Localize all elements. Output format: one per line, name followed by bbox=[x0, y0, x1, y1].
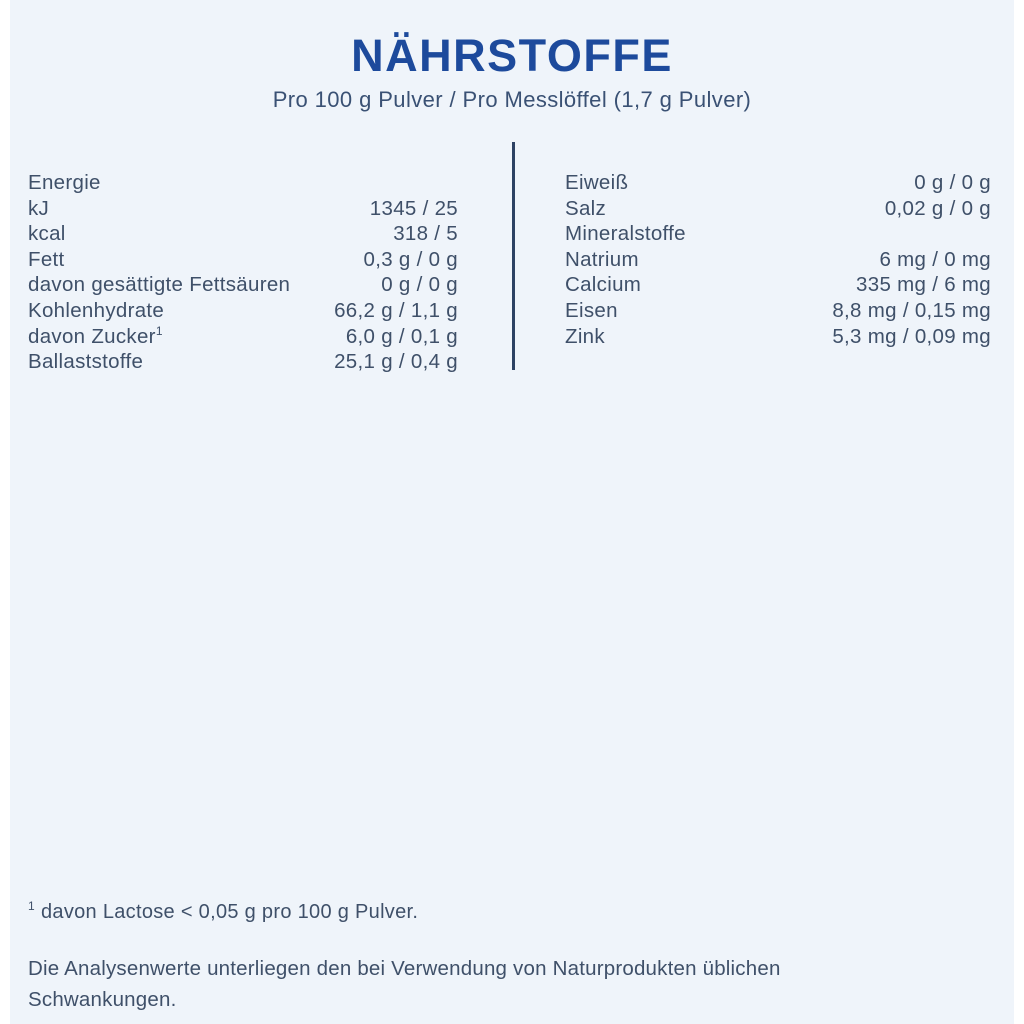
table-row bbox=[565, 170, 991, 196]
nutrient-label: Ballaststoffe bbox=[28, 350, 144, 374]
nutrient-value: 0,3 g / 0 g bbox=[363, 247, 458, 271]
lactose-footnote bbox=[28, 901, 418, 924]
table-row bbox=[565, 324, 991, 350]
table-row bbox=[565, 298, 991, 324]
nutrient-value: 335 mg / 6 mg bbox=[856, 273, 991, 297]
footnote-marker: 1 bbox=[28, 899, 35, 914]
nutrient-value: 8,8 mg / 0,15 mg bbox=[832, 298, 991, 322]
table-row bbox=[28, 324, 458, 350]
nutrient-label: Calcium bbox=[565, 273, 642, 297]
nutrient-value: 0 g / 0 g bbox=[914, 171, 991, 194]
nutrient-label: Kohlenhydrate bbox=[28, 298, 165, 322]
nutrient-label: Eiweiß bbox=[565, 171, 629, 194]
column-divider bbox=[512, 142, 515, 370]
nutrient-label-text: davon Zucker bbox=[28, 324, 156, 348]
analysis-disclaimer bbox=[28, 953, 968, 1015]
nutrient-value: 25,1 g / 0,4 g bbox=[334, 350, 458, 374]
table-row bbox=[28, 298, 458, 324]
table-row bbox=[28, 349, 458, 375]
table-row bbox=[28, 272, 458, 298]
nutrient-label: Mineralstoffe bbox=[565, 222, 686, 246]
table-row bbox=[28, 221, 458, 247]
nutrient-value: 0 g / 0 g bbox=[381, 273, 458, 297]
nutrient-value: 6 mg / 0 mg bbox=[879, 247, 991, 271]
table-row bbox=[565, 247, 991, 273]
nutrient-label: kcal bbox=[28, 222, 66, 246]
footnote-text: davon Lactose < 0,05 g pro 100 g Pulver. bbox=[40, 901, 419, 923]
nutrient-label: Energie bbox=[28, 171, 101, 194]
nutrient-value: 6,0 g / 0,1 g bbox=[345, 324, 458, 348]
nutrient-label: Natrium bbox=[565, 247, 639, 271]
nutrition-table-right-column bbox=[565, 170, 991, 349]
nutrient-label: Eisen bbox=[565, 298, 618, 322]
nutrient-value: 66,2 g / 1,1 g bbox=[334, 298, 458, 322]
table-row bbox=[28, 247, 458, 273]
nutrient-value: 1345 / 25 bbox=[369, 196, 458, 220]
disclaimer-line-2: Schwankungen. bbox=[28, 988, 177, 1011]
table-row bbox=[565, 196, 991, 222]
nutrition-table-left-column bbox=[28, 170, 458, 375]
page-title: NÄHRSTOFFE bbox=[351, 30, 673, 81]
footnote-reference-superscript: 1 bbox=[155, 323, 163, 338]
nutrient-label: Zink bbox=[565, 324, 605, 348]
nutrient-label bbox=[28, 324, 163, 350]
page-subtitle: Pro 100 g Pulver / Pro Messlöffel (1,7 g Pulver) bbox=[272, 87, 752, 112]
nutrient-label: davon gesättigte Fettsäuren bbox=[28, 273, 291, 297]
nutrient-label: Fett bbox=[28, 247, 65, 271]
table-row bbox=[28, 196, 458, 222]
nutrient-value: 0,02 g / 0 g bbox=[884, 196, 991, 220]
nutrient-value: 5,3 mg / 0,09 mg bbox=[832, 324, 991, 348]
nutrient-value: 318 / 5 bbox=[393, 222, 458, 246]
disclaimer-line-1: Die Analysenwerte unterliegen den bei Verwendung von Naturprodukten üblichen bbox=[28, 957, 781, 980]
nutrient-label: kJ bbox=[28, 196, 50, 220]
table-row bbox=[28, 170, 458, 196]
table-row bbox=[565, 221, 991, 247]
nutrient-label: Salz bbox=[565, 196, 607, 220]
table-row bbox=[565, 272, 991, 298]
